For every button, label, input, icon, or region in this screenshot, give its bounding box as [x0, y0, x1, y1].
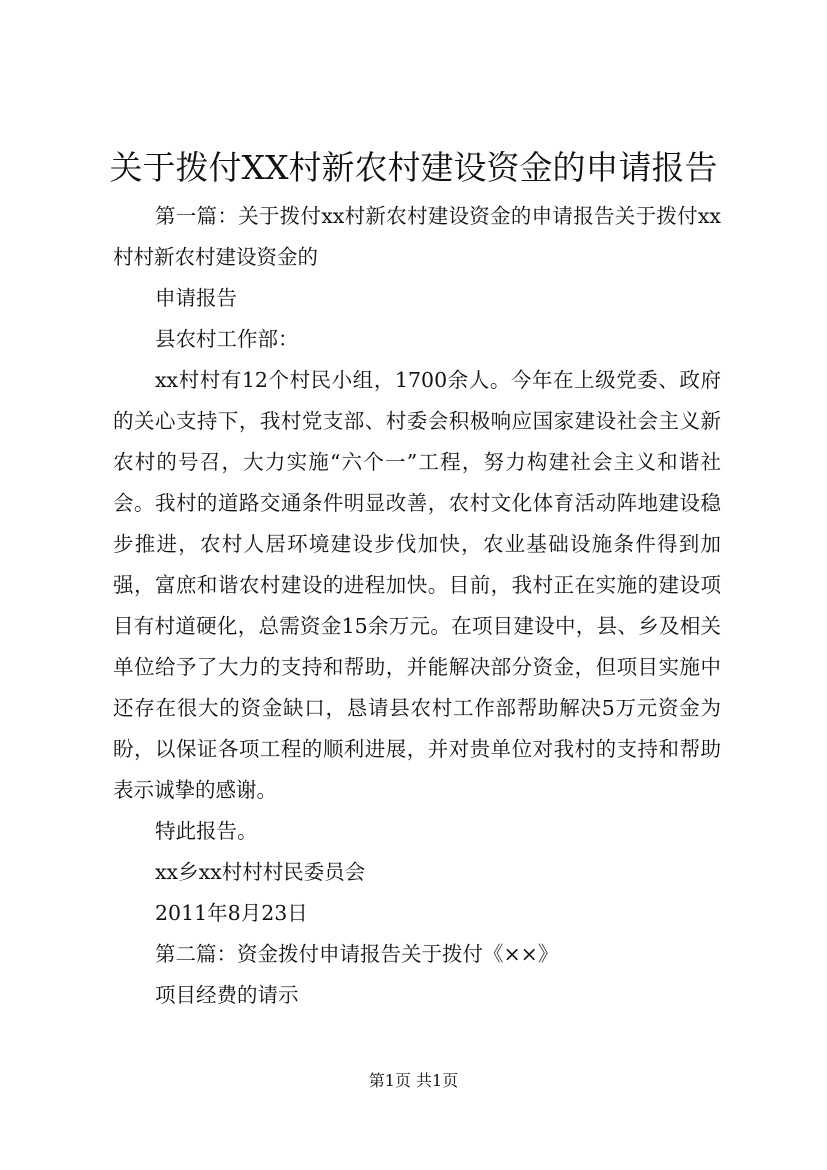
paragraph-part-two-heading: 第二篇：资金拨付申请报告关于拨付《××》 — [155, 942, 559, 966]
paragraph-addressee: 县农村工作部： — [155, 327, 299, 351]
paragraph-report-label: 申请报告 — [155, 286, 237, 310]
paragraph-part-one-heading: 第一篇：关于拨付xx村新农村建设资金的申请报告关于拨付xx村村新农村建设资金的 — [113, 204, 721, 269]
paragraph-part-two-subtitle: 项目经费的请示 — [155, 983, 299, 1007]
paragraph-closing: 特此报告。 — [155, 819, 258, 843]
page-footer: 第1页 共1页 — [368, 1071, 459, 1090]
paragraph-signature: xx乡xx村村村民委员会 — [155, 860, 366, 884]
document-body — [113, 196, 721, 1016]
paragraph-date: 2011年8月23日 — [155, 901, 308, 925]
document-title: 关于拨付XX村新农村建设资金的申请报告 — [109, 148, 718, 187]
paragraph-main-body: xx村村有12个村民小组，1700余人。今年在上级党委、政府的关心支持下，我村党支部、村委会积极响应国家建设社会主义新农村的号召，大力实施“六个一”工程，努力构建社会主义和谐社会。我村的道路交通条件明显改善，农村文化体育活动阵地建设稳步推进，农村人居环境建设步伐加快，农业基础设施条件得到加强，富庶和谐农村建设的进程加快。目前，我村正在实施的建设项目有村道硬化，总需资金15余万元。在项目建设中，县、乡及相关单位给予了大力的支持和帮助，并能解决部分资金，但项目实施中还存在很大的资金缺口，恳请县农村工作部帮助解决5万元资金为盼，以保证各项工程的顺利进展，并对贵单位对我村的支持和帮助表示诚挚的感谢。 — [113, 368, 721, 802]
